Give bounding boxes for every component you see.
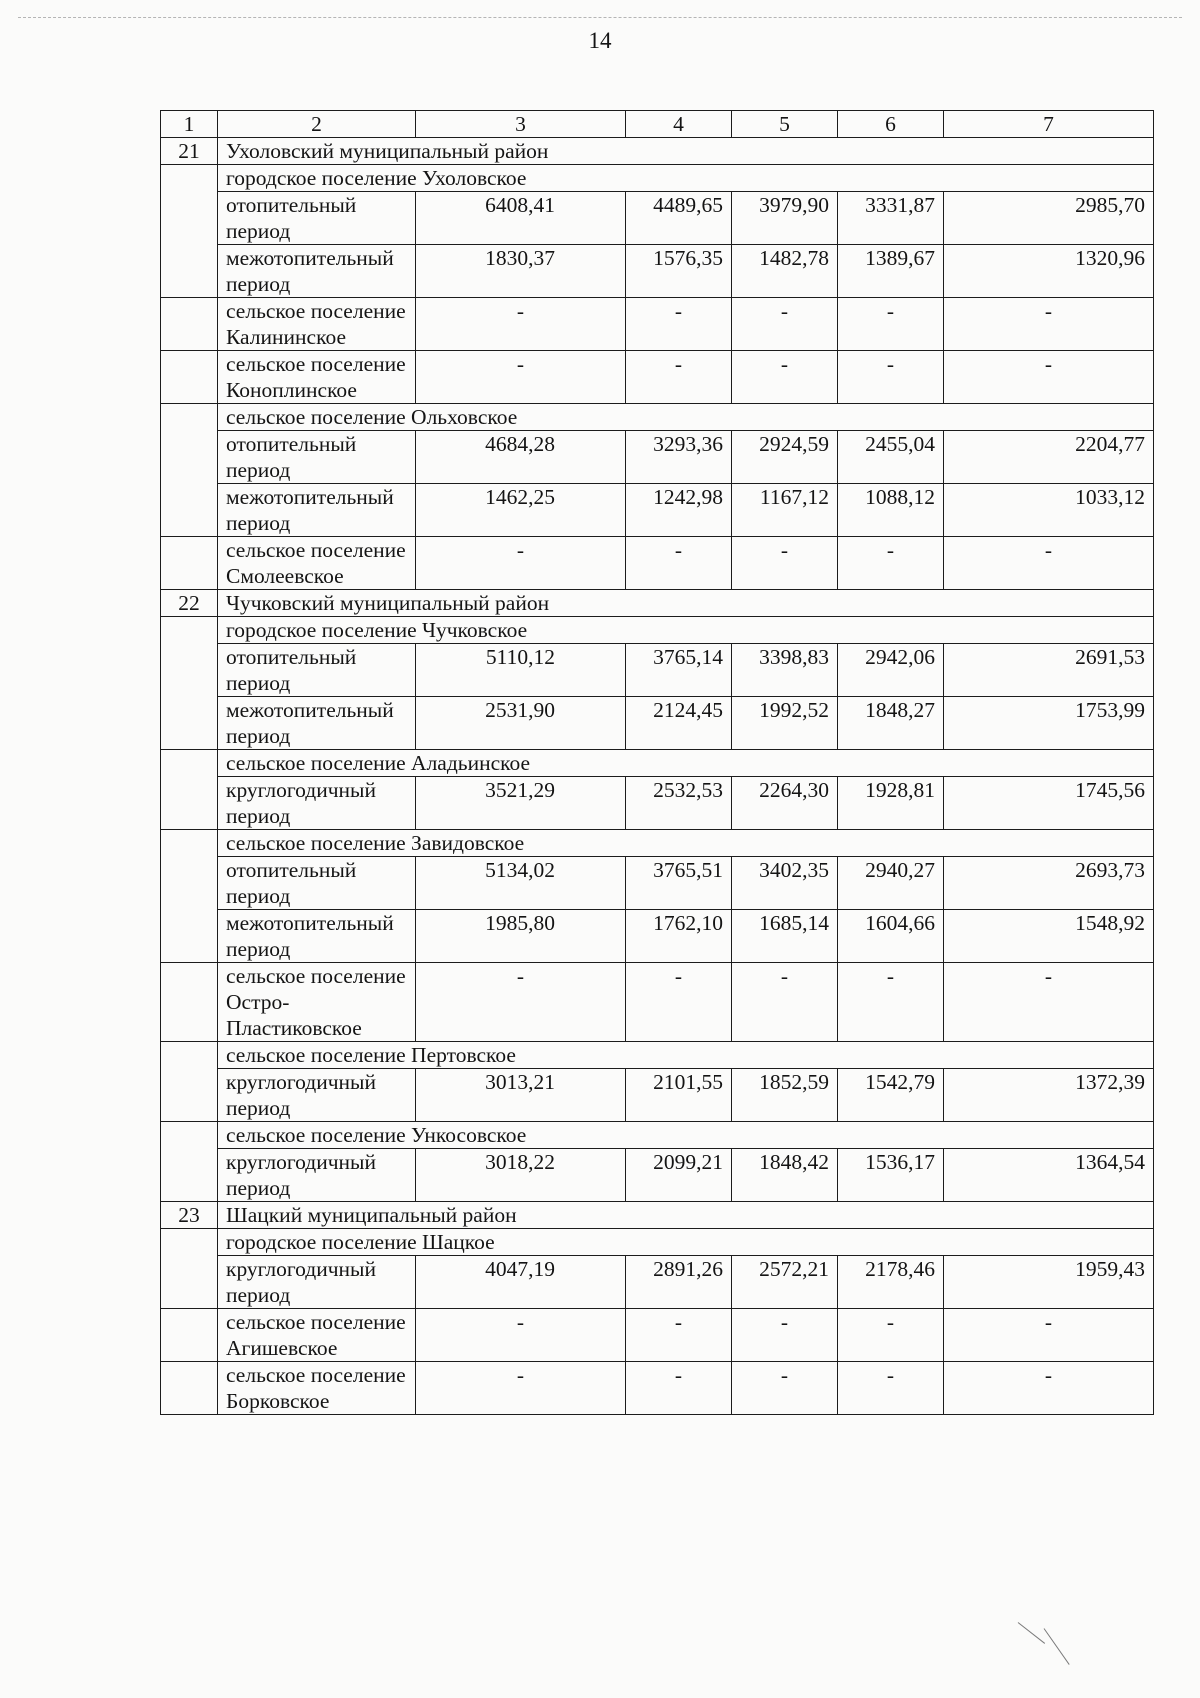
settlement-name: сельское поселение Агишевское — [218, 1309, 416, 1362]
settlement-row — [161, 1042, 1154, 1069]
value-cell: - — [944, 351, 1154, 404]
value-cell: 2178,46 — [838, 1256, 944, 1309]
period-row — [161, 910, 1154, 963]
value-cell: 6408,41 — [416, 192, 626, 245]
scan-mark — [1018, 1622, 1045, 1644]
settlement-name: сельское поселение Ольховское — [218, 404, 1154, 431]
value-cell: 3293,36 — [626, 431, 732, 484]
settlement-row — [161, 298, 1154, 351]
index-cell-empty — [161, 298, 218, 351]
district-name: Ухоловский муниципальный район — [218, 138, 1154, 165]
settlement-name: сельское поселение Пертовское — [218, 1042, 1154, 1069]
period-label: межотопительный период — [218, 697, 416, 750]
value-cell: 2531,90 — [416, 697, 626, 750]
settlement-row — [161, 1362, 1154, 1415]
value-cell: 1542,79 — [838, 1069, 944, 1122]
value-cell: - — [626, 1362, 732, 1415]
value-cell: 1762,10 — [626, 910, 732, 963]
value-cell: 1536,17 — [838, 1149, 944, 1202]
settlement-row — [161, 750, 1154, 777]
period-row — [161, 1069, 1154, 1122]
index-cell-empty — [161, 1122, 218, 1202]
period-row — [161, 245, 1154, 298]
header-cell: 6 — [838, 111, 944, 138]
settlement-row — [161, 963, 1154, 1042]
value-cell: 1364,54 — [944, 1149, 1154, 1202]
district-index: 21 — [161, 138, 218, 165]
period-row — [161, 857, 1154, 910]
value-cell: 5110,12 — [416, 644, 626, 697]
value-cell: - — [732, 351, 838, 404]
settlement-row — [161, 404, 1154, 431]
value-cell: 2985,70 — [944, 192, 1154, 245]
period-label: круглогодичный период — [218, 1256, 416, 1309]
header-cell: 3 — [416, 111, 626, 138]
scan-mark — [1044, 1628, 1070, 1665]
value-cell: - — [416, 1362, 626, 1415]
index-cell-empty — [161, 537, 218, 590]
header-cell: 1 — [161, 111, 218, 138]
value-cell: 1745,56 — [944, 777, 1154, 830]
period-row — [161, 697, 1154, 750]
value-cell: - — [626, 298, 732, 351]
value-cell: 2101,55 — [626, 1069, 732, 1122]
value-cell: 2691,53 — [944, 644, 1154, 697]
period-label: межотопительный период — [218, 484, 416, 537]
period-row — [161, 1256, 1154, 1309]
value-cell: 2099,21 — [626, 1149, 732, 1202]
index-cell-empty — [161, 165, 218, 298]
value-cell: 3402,35 — [732, 857, 838, 910]
value-cell: 3018,22 — [416, 1149, 626, 1202]
index-cell-empty — [161, 351, 218, 404]
period-row — [161, 777, 1154, 830]
scan-edge-line — [18, 17, 1182, 18]
value-cell: 2204,77 — [944, 431, 1154, 484]
period-row — [161, 644, 1154, 697]
period-row — [161, 484, 1154, 537]
settlement-name: городское поселение Чучковское — [218, 617, 1154, 644]
value-cell: 1753,99 — [944, 697, 1154, 750]
value-cell: - — [416, 537, 626, 590]
period-label: отопительный период — [218, 431, 416, 484]
value-cell: 1389,67 — [838, 245, 944, 298]
settlement-name: сельское поселение Коноплинское — [218, 351, 416, 404]
header-cell: 4 — [626, 111, 732, 138]
value-cell: - — [416, 351, 626, 404]
value-cell: 1830,37 — [416, 245, 626, 298]
period-label: межотопительный период — [218, 245, 416, 298]
value-cell: 2940,27 — [838, 857, 944, 910]
value-cell: - — [944, 1309, 1154, 1362]
value-cell: - — [944, 1362, 1154, 1415]
value-cell: 3765,51 — [626, 857, 732, 910]
value-cell: 1372,39 — [944, 1069, 1154, 1122]
table-body — [161, 111, 1154, 1415]
district-row — [161, 138, 1154, 165]
index-cell-empty — [161, 1229, 218, 1309]
index-cell-empty — [161, 750, 218, 830]
value-cell: 2891,26 — [626, 1256, 732, 1309]
value-cell: 1548,92 — [944, 910, 1154, 963]
value-cell: 4684,28 — [416, 431, 626, 484]
period-row — [161, 431, 1154, 484]
settlement-row — [161, 351, 1154, 404]
value-cell: 3331,87 — [838, 192, 944, 245]
value-cell: - — [732, 1309, 838, 1362]
period-label: круглогодичный период — [218, 1149, 416, 1202]
value-cell: - — [838, 537, 944, 590]
value-cell: 2693,73 — [944, 857, 1154, 910]
value-cell: - — [416, 298, 626, 351]
index-cell-empty — [161, 1309, 218, 1362]
value-cell: - — [732, 963, 838, 1042]
value-cell: 1088,12 — [838, 484, 944, 537]
settlement-name: сельское поселение Калининское — [218, 298, 416, 351]
index-cell-empty — [161, 617, 218, 750]
value-cell: 2532,53 — [626, 777, 732, 830]
settlement-row — [161, 537, 1154, 590]
value-cell: - — [732, 1362, 838, 1415]
period-label: круглогодичный период — [218, 777, 416, 830]
value-cell: - — [732, 537, 838, 590]
value-cell: 1033,12 — [944, 484, 1154, 537]
period-label: отопительный период — [218, 857, 416, 910]
value-cell: 1992,52 — [732, 697, 838, 750]
value-cell: - — [416, 963, 626, 1042]
value-cell: 1462,25 — [416, 484, 626, 537]
settlement-row — [161, 1229, 1154, 1256]
settlement-name: городское поселение Ухоловское — [218, 165, 1154, 192]
value-cell: - — [626, 1309, 732, 1362]
value-cell: 2572,21 — [732, 1256, 838, 1309]
district-name: Чучковский муниципальный район — [218, 590, 1154, 617]
value-cell: 2455,04 — [838, 431, 944, 484]
value-cell: 1852,59 — [732, 1069, 838, 1122]
settlement-name: сельское поселение Ункосовское — [218, 1122, 1154, 1149]
value-cell: 1928,81 — [838, 777, 944, 830]
index-cell-empty — [161, 1362, 218, 1415]
settlement-row — [161, 1122, 1154, 1149]
index-cell-empty — [161, 404, 218, 537]
value-cell: 1482,78 — [732, 245, 838, 298]
settlement-row — [161, 165, 1154, 192]
district-row — [161, 1202, 1154, 1229]
period-row — [161, 192, 1154, 245]
value-cell: 3521,29 — [416, 777, 626, 830]
settlement-row — [161, 830, 1154, 857]
value-cell: - — [416, 1309, 626, 1362]
period-label: круглогодичный период — [218, 1069, 416, 1122]
value-cell: 3013,21 — [416, 1069, 626, 1122]
value-cell: 4047,19 — [416, 1256, 626, 1309]
header-cell: 2 — [218, 111, 416, 138]
value-cell: 3765,14 — [626, 644, 732, 697]
value-cell: 1576,35 — [626, 245, 732, 298]
settlement-row — [161, 1309, 1154, 1362]
period-label: межотопительный период — [218, 910, 416, 963]
settlement-name: сельское поселение Борковское — [218, 1362, 416, 1415]
value-cell: - — [626, 963, 732, 1042]
header-cell: 5 — [732, 111, 838, 138]
value-cell: - — [838, 298, 944, 351]
district-index: 23 — [161, 1202, 218, 1229]
index-cell-empty — [161, 830, 218, 963]
value-cell: - — [732, 298, 838, 351]
settlement-row — [161, 617, 1154, 644]
value-cell: 1167,12 — [732, 484, 838, 537]
period-label: отопительный период — [218, 192, 416, 245]
settlement-name: сельское поселение Смолеевское — [218, 537, 416, 590]
value-cell: 1848,42 — [732, 1149, 838, 1202]
tariff-table — [160, 110, 1154, 1415]
settlement-name: сельское поселение Остро-Пластиковское — [218, 963, 416, 1042]
value-cell: 1685,14 — [732, 910, 838, 963]
value-cell: - — [944, 298, 1154, 351]
settlement-name: городское поселение Шацкое — [218, 1229, 1154, 1256]
header-cell: 7 — [944, 111, 1154, 138]
value-cell: 1848,27 — [838, 697, 944, 750]
value-cell: 3979,90 — [732, 192, 838, 245]
value-cell: 1985,80 — [416, 910, 626, 963]
value-cell: - — [944, 963, 1154, 1042]
value-cell: 1959,43 — [944, 1256, 1154, 1309]
value-cell: 2124,45 — [626, 697, 732, 750]
value-cell: - — [944, 537, 1154, 590]
period-row — [161, 1149, 1154, 1202]
district-index: 22 — [161, 590, 218, 617]
index-cell-empty — [161, 1042, 218, 1122]
value-cell: - — [626, 537, 732, 590]
value-cell: 5134,02 — [416, 857, 626, 910]
settlement-name: сельское поселение Аладьинское — [218, 750, 1154, 777]
period-label: отопительный период — [218, 644, 416, 697]
value-cell: 1242,98 — [626, 484, 732, 537]
value-cell: - — [838, 1309, 944, 1362]
district-name: Шацкий муниципальный район — [218, 1202, 1154, 1229]
value-cell: - — [626, 351, 732, 404]
value-cell: 4489,65 — [626, 192, 732, 245]
settlement-name: сельское поселение Завидовское — [218, 830, 1154, 857]
value-cell: 1604,66 — [838, 910, 944, 963]
index-cell-empty — [161, 963, 218, 1042]
header-row — [161, 111, 1154, 138]
page-number: 14 — [588, 28, 612, 53]
value-cell: - — [838, 1362, 944, 1415]
value-cell: 2942,06 — [838, 644, 944, 697]
value-cell: - — [838, 963, 944, 1042]
value-cell: 2264,30 — [732, 777, 838, 830]
value-cell: 1320,96 — [944, 245, 1154, 298]
value-cell: 3398,83 — [732, 644, 838, 697]
value-cell: - — [838, 351, 944, 404]
district-row — [161, 590, 1154, 617]
value-cell: 2924,59 — [732, 431, 838, 484]
